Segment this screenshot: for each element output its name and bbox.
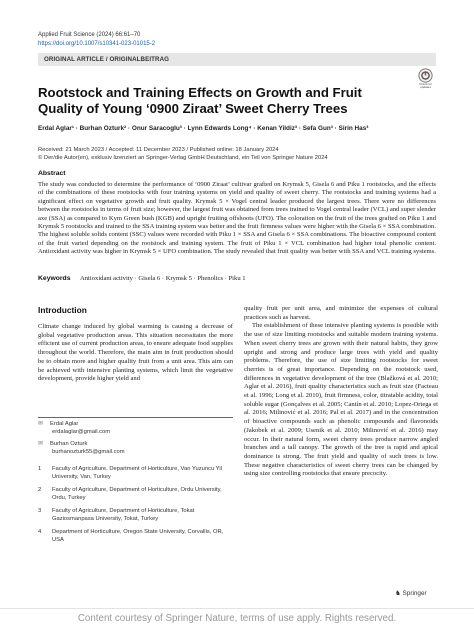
keywords-label: Keywords bbox=[38, 275, 71, 282]
affiliation-number: 1 bbox=[38, 466, 42, 472]
article-title: Rootstock and Training Effects on Growth and Fruit Quality of Young ‘0900 Ziraat’ Sweet Cherry Trees bbox=[38, 85, 362, 116]
affiliation-number: 2 bbox=[38, 487, 42, 493]
intro-paragraph: The establishment of these intensive planting systems is possible with the use of size limiting rootstocks and suitable modern training systems. When sweet cherry trees are grown with their natural habits, they grow upright and strong and produce large trees with yield and quality problems. Therefore, the use of size limiting rootstocks for sweet cherries is of great importance. Depending on the rootstock used, differences in vegetative development of the tree (Blažková et al. 2010; Aglar et al. 2016), fruit quality characteristics such as fruit size (Facteau et al. 1996; Long et al. 2010), fruit firmness, color, titratable acidity, total soluble sugar (Gonçalves et al. 2005; Cantín et al. 2010; Lopez-Ortega et al. 2016; Milinović et al. 2016; Pal et al. 2017) and in the concentration of bioactive compounds such as phenolic compounds and flavonoids (Jakobek et al. 2009; Usenik et al. 2010; Milinović et al. 2016) may occur. In their natural form, sweet cherry trees produce narrow angled branches and a tall canopy. The growth of the tree is rapid and apical dominance is strong. The fruit yield and quality of such trees is low. These negative characteristics of sweet cherry trees can be changed by using size controlling rootstocks that ensure precocity. bbox=[244, 322, 438, 478]
journal-citation: Applied Fruit Science (2024) 66:61–70 bbox=[38, 32, 141, 38]
affiliation-number: 4 bbox=[38, 529, 42, 535]
affiliation-number: 3 bbox=[38, 508, 42, 514]
courtesy-notice: Content courtesy of Springer Nature, terms of use apply. Rights reserved. bbox=[77, 613, 397, 624]
author-email[interactable]: burhanozturk55@gmail.com bbox=[52, 448, 125, 455]
check-for-updates-label: Check for updates bbox=[419, 82, 432, 89]
affiliation-text: Department of Horticulture, Oregon State University, Corvallis, OR, USA bbox=[52, 529, 224, 543]
article-type-label: ORIGINAL ARTICLE / ORIGINALBEITRAG bbox=[44, 56, 170, 63]
correspondence-entry bbox=[38, 441, 233, 456]
correspondence-entry bbox=[38, 421, 233, 436]
author-list: Erdal Aglar¹ · Burhan Ozturk² · Onur Saracoglu³ · Lynn Edwards Long⁴ · Kenan Yildiz³ · Sefa Gun³ · Sirin Has³ bbox=[38, 125, 369, 132]
affiliation bbox=[38, 508, 233, 523]
affiliation bbox=[38, 466, 233, 481]
abstract-heading: Abstract bbox=[38, 170, 66, 177]
check-for-updates-badge[interactable] bbox=[415, 68, 436, 90]
intro-paragraph: quality fruit per unit area, and minimize the expenses of cultural practices such as harvest. bbox=[244, 305, 438, 321]
author-email[interactable]: erdalaglar@gmail.com bbox=[52, 428, 111, 435]
footnote-divider bbox=[38, 417, 233, 418]
author-name: Burhan Ozturk bbox=[50, 441, 88, 447]
springer-horse-icon: ♞ bbox=[395, 590, 401, 597]
doi-link[interactable]: https://doi.org/10.1007/s10341-023-01015-2 bbox=[38, 41, 156, 47]
abstract-text: The study was conducted to determine the performance of ‘0900 Ziraat’ cultivar grafted on Krymsk 5, Gisela 6 and Piku 1 rootstocks, and the effects of the combinations of these rootstocks with four training systems on yield and quality of sweet cherry. The rootstocks and training systems had a significant effect on vegetative growth and fruit quality. Krymsk 5 × Vogel central leader produced the largest trees. There were no differences between the rootstocks in terms of fruit size; however, the largest fruit was obtained from trees trained to Vogel central leader (VCL) and super slender axe (SSA) as compared to Kym Green bush (KGB) and upright fruiting offshoots (UFO). The coloration on the fruit of the trees grafted on Piku 1 and Krymsk 5 rootstocks and trained to the SSA training system was better and the fruit firmness values were higher with the Gisela 6 × SSA combination. The highest soluble solids content (SSC) values were recorded with Piku 1 × SSA and Gisela 6 × SSA combinations. The bioactive compound content of the fruit varied depending on the rootstock and training system. The fruit of Piku 1 × VCL combination had higher total phenolic content. Antioxidant activity was higher in Krymsk 5 × UFO combination. The study revealed that fruit quality was better with SSA and VCL training systems. bbox=[38, 181, 436, 256]
article-type-bar bbox=[38, 53, 436, 66]
author-name: Erdal Aglar bbox=[50, 421, 79, 427]
keywords-list: Antioxidant activity · Gisela 6 · Krymsk 5 · Phenolics · Piku 1 bbox=[80, 275, 246, 282]
affiliation-text: Faculty of Agriculture, Department of Horticulture, Ordu University, Ordu, Turkey bbox=[52, 487, 222, 501]
affiliation-text: Faculty of Agriculture, Department of Horticulture, Van Yuzuncu Yil University, Van, Turkey bbox=[52, 466, 222, 480]
affiliation bbox=[38, 529, 233, 544]
publisher-name: Springer bbox=[402, 590, 427, 597]
introduction-right-column bbox=[244, 305, 438, 479]
publisher-logo bbox=[395, 589, 427, 597]
footer-divider bbox=[0, 608, 474, 609]
introduction-heading: Introduction bbox=[38, 305, 87, 315]
envelope-icon: ✉ bbox=[38, 421, 43, 427]
copyright-notice: © Der/die Autor(en), exklusiv lizenziert an Springer-Verlag GmbH Deutschland, ein Teil von Springer Nature 2024 bbox=[38, 155, 328, 161]
envelope-icon: ✉ bbox=[38, 441, 43, 447]
publication-dates: Received: 21 March 2023 / Accepted: 11 December 2023 / Published online: 18 January 2024 bbox=[38, 147, 279, 153]
introduction-left-column: Climate change induced by global warming is causing a decrease of global vegetative production areas. This situation necessitates the more efficient use of current production areas, to ensure adequate food supplies throughout the world. Therefore, the main aim in fruit production should be to obtain more and higher quality fruit from a unit area. This aim can be achieved with intensive planting systems, which limit the vegetative development, provide higher yield and bbox=[38, 323, 233, 383]
affiliation bbox=[38, 487, 233, 502]
affiliation-text: Faculty of Agriculture, Department of Horticulture, Tokat Gaziosmanpasa University, Tokat, Turkey bbox=[52, 508, 195, 522]
